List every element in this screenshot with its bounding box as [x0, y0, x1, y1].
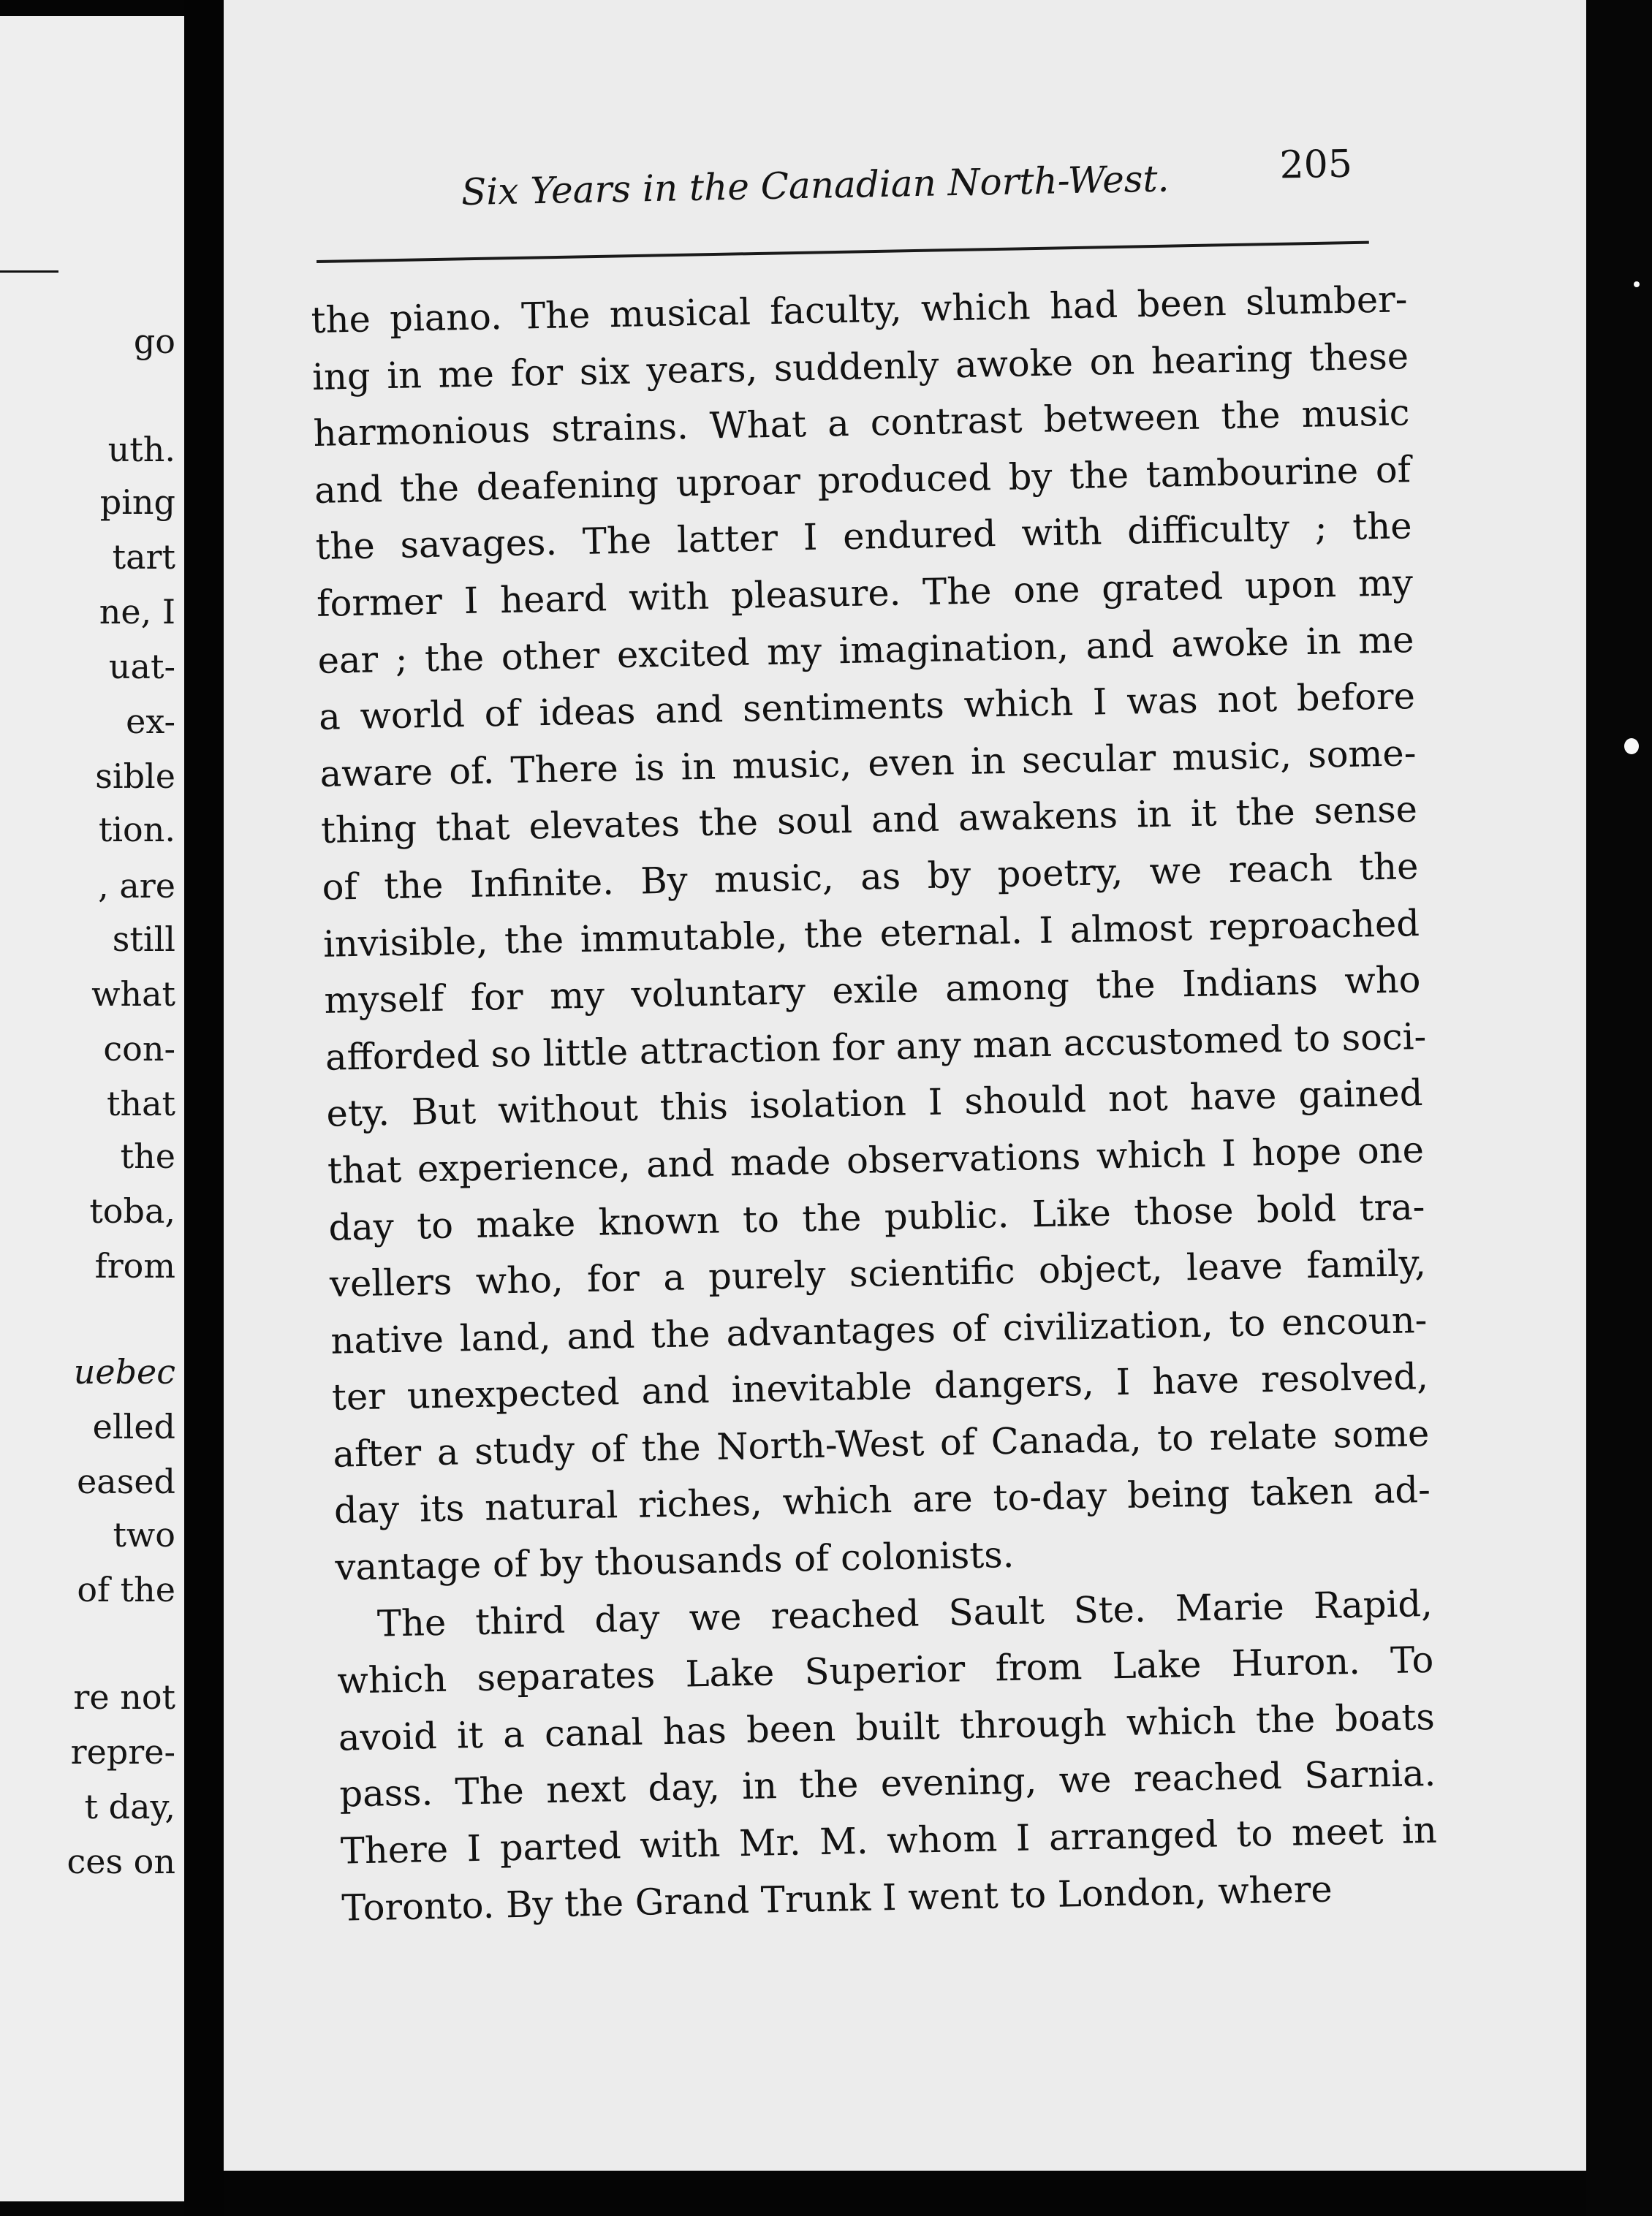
text-line: vantage of by thousands of colonists. [334, 1533, 1015, 1589]
text-line: avoid it a canal has been built through which the boats [338, 1695, 1436, 1759]
body-text [311, 271, 1439, 1937]
text-line: ter unexpected and inevitable dangers, I have resolved, [331, 1355, 1429, 1419]
text-line: the savages. The latter I endured with difficulty ; the [315, 504, 1412, 569]
left-page-line: re not [73, 1677, 175, 1717]
left-page-line: still [112, 919, 175, 959]
left-page-line: uat- [108, 647, 175, 686]
left-page-line: , are [98, 866, 175, 906]
text-line: and the deafening uproar produced by the tambourine of [314, 447, 1412, 512]
text-line: ety. But without this isolation I should not have gained [326, 1071, 1423, 1136]
left-page-line: uth. [107, 430, 175, 469]
left-page-line: from [94, 1246, 175, 1286]
running-title: Six Years in the Canadian North-West. [461, 157, 1170, 214]
text-line: ing in me for six years, suddenly awoke on hearing these [311, 334, 1409, 398]
left-page-line: two [113, 1515, 175, 1555]
left-page-line: tion. [98, 810, 175, 849]
left-page-fragment [0, 16, 184, 2201]
book-gutter [184, 0, 224, 2216]
left-page-line: ces on [67, 1842, 175, 1881]
left-page-line: con- [103, 1029, 175, 1069]
left-page-line: uebec [73, 1352, 175, 1392]
page-edge-shadow [1586, 0, 1652, 2216]
scan-speck [1624, 738, 1639, 754]
left-page-line: that [106, 1084, 175, 1123]
text-line: aware of. There is in music, even in secular music, some- [319, 731, 1417, 795]
text-line: after a study of the North-West of Canada, to relate some [332, 1411, 1430, 1476]
text-line: afforded so little attraction for any man accustomed to soci- [325, 1014, 1427, 1079]
left-page-line: sible [95, 756, 175, 796]
left-page-line: toba, [89, 1191, 175, 1231]
text-line: thing that elevates the soul and awakens in it the sense [320, 788, 1418, 852]
text-line: day to make known to the public. Like those bold tra- [328, 1185, 1425, 1249]
text-line: a world of ideas and sentiments which I was not before [318, 675, 1416, 739]
left-page-line: ne, I [99, 592, 175, 631]
left-page-line: elled [92, 1407, 175, 1446]
text-line: There I parted with Mr. M. whom I arranged to meet in [340, 1808, 1438, 1872]
page-number: 205 [1279, 142, 1353, 188]
text-line: Toronto. By the Grand Trunk I went to London, where [341, 1867, 1333, 1929]
text-line: native land, and the advantages of civilization, to encoun- [330, 1298, 1428, 1362]
text-line: The third day we reached Sault Ste. Marie Rapid, [376, 1582, 1433, 1645]
left-page-line: ping [99, 482, 175, 522]
left-page-line: of the [77, 1570, 175, 1609]
left-page-line: what [91, 974, 175, 1014]
text-line: harmonious strains. What a contrast between the music [313, 391, 1410, 455]
text-line: that experience, and made observations which I hope one [327, 1128, 1425, 1192]
left-page-line: tart [112, 537, 175, 577]
text-line: myself for my voluntary exile among the Indians who [324, 958, 1421, 1022]
text-line: former I heard with pleasure. The one grated upon my [316, 561, 1414, 625]
text-line: of the Infinite. By music, as by poetry, we reach the [322, 844, 1419, 908]
text-line: pass. The next day, in the evening, we reached Sarnia. [338, 1752, 1436, 1816]
scan-speck [1634, 281, 1640, 287]
left-page-line: eased [77, 1462, 175, 1501]
text-line: vellers who, for a purely scientific object, leave family, [329, 1242, 1427, 1305]
left-page-line: t day, [84, 1787, 175, 1826]
text-line: which separates Lake Superior from Lake Huron. To [336, 1639, 1434, 1702]
text-line: the piano. The musical faculty, which had been slumber- [311, 278, 1409, 341]
left-page-line: the [120, 1137, 175, 1176]
left-page-line: ex- [126, 702, 175, 741]
text-line: day its natural riches, which are to-day being taken ad- [333, 1468, 1431, 1533]
text-line: ear ; the other excited my imagination, and awoke in me [317, 618, 1414, 682]
left-page-line: repre- [70, 1732, 175, 1772]
left-page-line: go [133, 322, 175, 361]
left-page-rule [0, 270, 58, 273]
text-line: invisible, the immutable, the eternal. I almost reproached [322, 901, 1420, 965]
